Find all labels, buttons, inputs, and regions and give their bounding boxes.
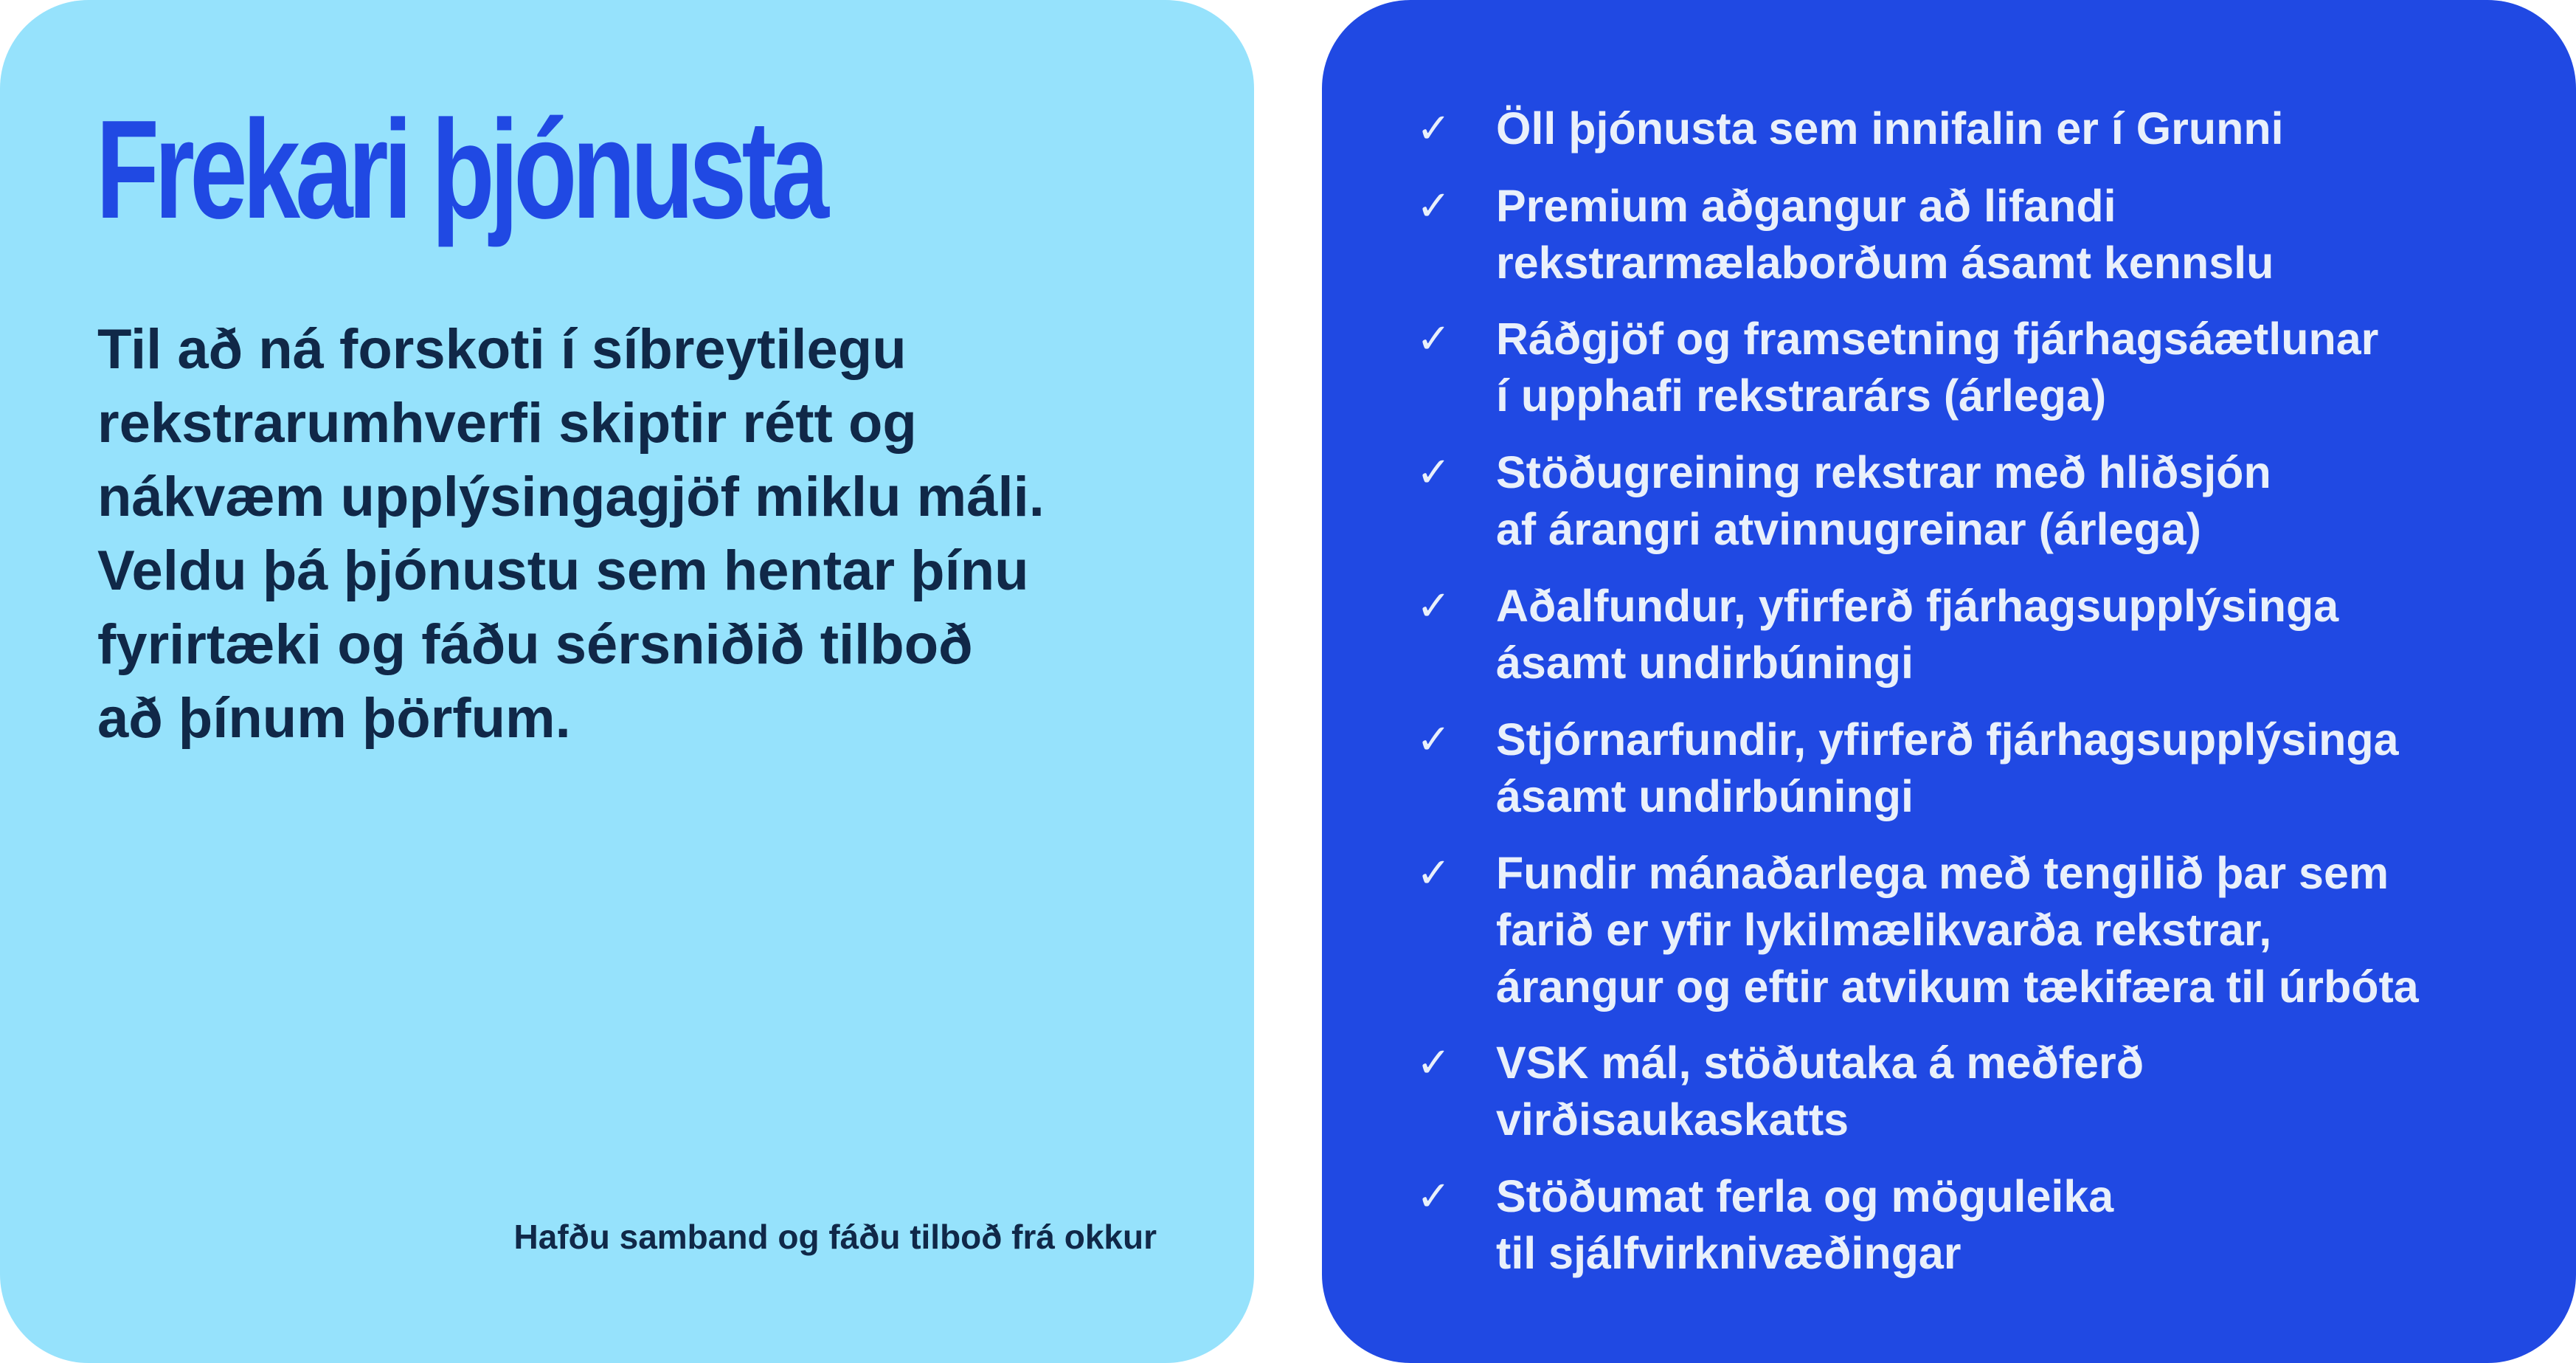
intro-line: nákvæm upplýsingagjöf miklu máli. [97,466,1045,528]
check-icon: ✓ [1416,849,1451,897]
service-item-text [1496,178,2274,291]
service-item-line: VSK mál, stöðutaka á meðferð [1496,1038,2144,1088]
service-item-line: farið er yfir lykilmælikvarða rekstrar, [1496,905,2272,955]
service-item-line: Ráðgjöf og framsetning fjárhagsáætlunar [1496,314,2379,364]
service-item-line: Stjórnarfundir, yfirferð fjárhagsupplýsinga [1496,714,2399,765]
check-icon: ✓ [1416,182,1451,230]
service-item-line: Fundir mánaðarlega með tengilið þar sem [1496,848,2389,898]
check-icon: ✓ [1416,582,1451,630]
service-item-line: Stöðumat ferla og möguleika [1496,1171,2114,1221]
service-item-line: ásamt undirbúningi [1496,771,1914,821]
check-icon: ✓ [1416,716,1451,764]
service-item-line: Premium aðgangur að lifandi [1496,181,2116,231]
check-icon: ✓ [1416,1173,1451,1221]
intro-line: rekstrarumhverfi skiptir rétt og [97,392,917,455]
check-icon: ✓ [1416,105,1451,153]
intro-line: Veldu þá þjónustu sem hentar þínu [97,539,1029,602]
intro-line: Til að ná forskoti í síbreytilegu [97,318,907,381]
service-item-line: Aðalfundur, yfirferð fjárhagsupplýsinga [1496,581,2339,631]
service-item-line: Öll þjónusta sem innifalin er í Grunni [1496,103,2284,153]
service-item-text [1496,578,2338,691]
page-title: Frekari þjónusta [96,92,825,248]
service-item-line: Stöðugreining rekstrar með hliðsjón [1496,447,2271,497]
service-item-text [1496,845,2419,1015]
check-icon: ✓ [1416,315,1451,363]
intro-line: fyrirtæki og fáðu sérsniðið tilboð [97,613,973,676]
intro-line: að þínum þörfum. [97,687,571,750]
contact-cta-text: Hafðu samband og fáðu tilboð frá okkur [513,1218,1157,1256]
check-icon: ✓ [1416,449,1451,497]
service-item-line: árangur og eftir atvikum tækifæra til úrbóta [1496,962,2419,1012]
service-item-text [1496,100,2284,157]
service-item-text [1496,1035,2144,1148]
service-item-line: í upphafi rekstrarárs (árlega) [1496,370,2107,421]
service-item-text [1496,444,2271,558]
service-item-text [1496,311,2378,424]
service-item-text [1496,1168,2113,1282]
left-card [0,0,1254,1363]
service-item-line: ásamt undirbúningi [1496,638,1914,688]
right-card [1322,0,2576,1363]
intro-paragraph [97,313,1204,756]
service-item-line: til sjálfvirknivæðingar [1496,1228,1962,1278]
service-item-line: rekstrarmælaborðum ásamt kennslu [1496,238,2274,288]
service-item-line: virðisaukaskatts [1496,1094,1849,1145]
service-item-line: af árangri atvinnugreinar (árlega) [1496,504,2201,554]
check-icon: ✓ [1416,1039,1451,1087]
service-item-text [1496,711,2399,825]
